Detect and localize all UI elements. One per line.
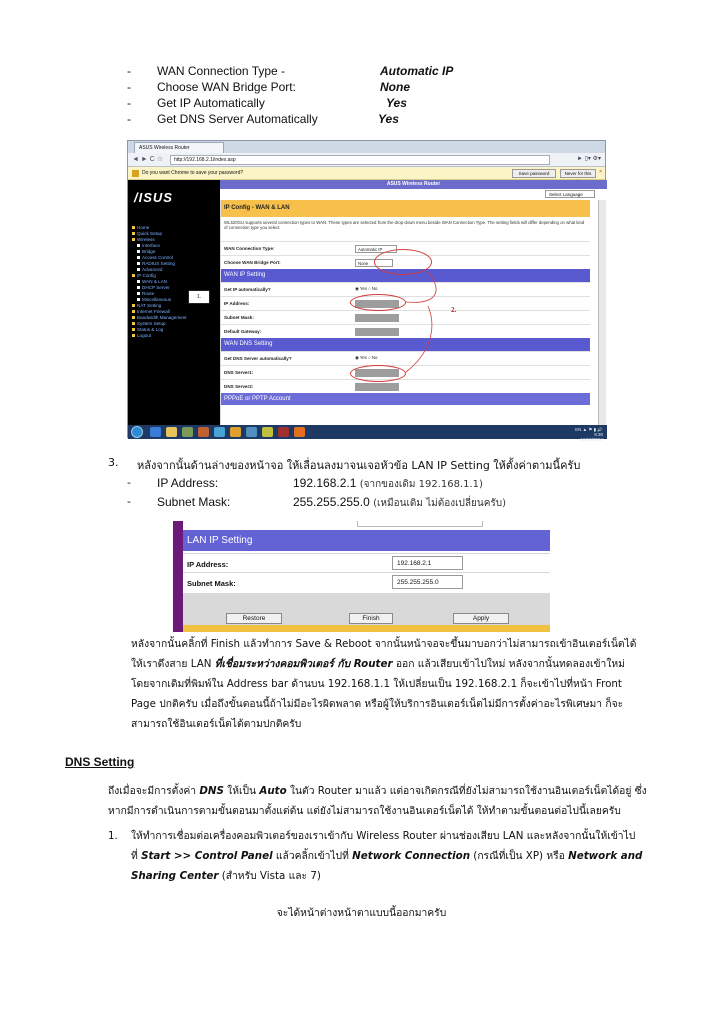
bullet-dash: -: [127, 80, 131, 94]
menu-subitem[interactable]: Miscellaneous: [132, 297, 218, 303]
dns-setting-heading: DNS Setting: [65, 755, 135, 769]
list-item: [127, 96, 527, 112]
settings-summary-list: [127, 64, 527, 128]
start-icon[interactable]: [131, 426, 143, 438]
chrome-icon[interactable]: [262, 427, 273, 437]
nav-buttons-icon[interactable]: ◄ ► C ☆: [132, 156, 164, 163]
setting-label: Get IP Automatically: [157, 96, 265, 110]
bullet-icon: [132, 238, 135, 241]
setting-label: Subnet Mask:: [157, 495, 231, 509]
gateway-input[interactable]: [355, 328, 399, 336]
finish-button[interactable]: Finish: [349, 613, 393, 624]
menu-item[interactable]: System Setup: [132, 321, 218, 327]
sidebar-edge: [173, 521, 183, 632]
key-icon: [132, 170, 139, 177]
menu-subitem[interactable]: Route: [132, 291, 218, 297]
never-save-button[interactable]: Never for this: [560, 169, 596, 178]
menu-subitem[interactable]: RADIUS Setting: [132, 261, 218, 267]
text-line: ถึงเมื่อจะมีการตั้งค่า DNS ให้เป็น Auto ในตัว Router มาแล้ว แต่อาจเกิดกรณีที่ยังไม่สามารถใช้งานอินเตอร์เน็ตได้อยู่ ซึ่ง: [108, 785, 647, 797]
setting-value: 192.168.2.1 (จากของเดิม 192.168.1.1): [293, 476, 483, 490]
bullet-icon: [132, 310, 135, 313]
field-label: IP Address:: [224, 301, 250, 306]
text-line: ให้เราดึงสาย LAN ที่เชื่อมระหว่างคอมพิวเตอร์ กับ Router ออก แล้วเสียบเข้าไปใหม่ หลังจากนั้นทดลองเข้าใหม่: [131, 658, 625, 670]
bullet-icon: [132, 274, 135, 277]
app-icon[interactable]: [230, 427, 241, 437]
wan-dns-section: WAN DNS Setting: [221, 338, 590, 351]
menu-subitem[interactable]: Bridge: [132, 249, 218, 255]
step-number: 1.: [108, 830, 118, 842]
tray-language[interactable]: EN: [575, 427, 582, 432]
browser-menu-icon[interactable]: ► ▯▾ ⚙▾: [577, 156, 601, 162]
menu-subitem[interactable]: Advanced: [132, 267, 218, 273]
menu-item[interactable]: Bandwidth Management: [132, 315, 218, 321]
annotation-label-2: 2.: [451, 306, 457, 314]
setting-value: None: [380, 80, 410, 94]
text-line: สามารถใช้อินเตอร์เน็ตได้ตามปกติครับ: [131, 718, 302, 730]
bridge-port-select[interactable]: None: [355, 259, 393, 267]
browser-tab-bar: [128, 141, 605, 153]
save-password-bar: [128, 167, 605, 180]
text-line: หลังจากนั้นคลิ้กที่ Finish แล้วทำการ Save & Reboot จากนั้นหน้าจอจะขึ้นมาบอกว่าไม่สามารถเข้าอินเตอร์เน็ตได้: [131, 638, 637, 650]
field-label: Subnet Mask:: [187, 579, 236, 588]
menu-subitem[interactable]: DHCP Server: [132, 285, 218, 291]
step-number: 3.: [108, 456, 119, 469]
bullet-dash: -: [127, 96, 131, 110]
menu-subitem[interactable]: Access Control: [132, 255, 218, 261]
ie-icon[interactable]: [150, 427, 161, 437]
text-line: หากมีการดำเนินการตามขั้นตอนมาตั้งแต่ต้น แต่ยังไม่สามารถใช้งานอินเตอร์เน็ตได้ ให้ทำตามขั้นตอนต่อไปนี้เลยครับ: [108, 805, 621, 817]
field-label: Get IP automatically?: [224, 287, 271, 292]
bullet-icon: [137, 244, 140, 247]
save-password-button[interactable]: Save password: [512, 169, 556, 178]
list-item: [127, 80, 527, 96]
setting-label: IP Address:: [157, 476, 219, 490]
folder-icon[interactable]: [166, 427, 177, 437]
menu-item[interactable]: Internet Firewall: [132, 309, 218, 315]
annotation-lines: [398, 270, 458, 380]
wan-ip-section: WAN IP Setting: [221, 269, 590, 282]
divider-band: [183, 593, 550, 607]
field-label: Choose WAN Bridge Port:: [224, 260, 281, 265]
step-text: หลังจากนั้นด้านล่างของหน้าจอ ให้เลื่อนลงมาจนเจอหัวข้อ LAN IP Setting ให้ตั้งค่าตามนี้ครับ: [137, 459, 581, 472]
setting-value: Automatic IP: [380, 64, 454, 78]
scrollbar[interactable]: [598, 200, 606, 425]
bullet-icon: [137, 262, 140, 265]
bullet-icon: [137, 286, 140, 289]
router-wan-screenshot: [127, 140, 606, 442]
menu-subitem[interactable]: Interface: [132, 243, 218, 249]
app-icon[interactable]: [294, 427, 305, 437]
form-row: [183, 572, 550, 591]
setting-value: Yes: [386, 96, 407, 110]
asus-logo: /ISUS: [134, 190, 173, 205]
setting-label: WAN Connection Type -: [157, 64, 286, 78]
page-description: WL520GU supports several connection types to WAN. These types are selected from the drop-down menu beside WAN Connection Type. The setting fields will differ depending on what kind of connection type you select.: [221, 217, 590, 241]
url-field[interactable]: http://192.168.2.1/index.asp: [170, 155, 550, 165]
bullet-icon: [132, 226, 135, 229]
get-dns-radio-group[interactable]: ◉ Yes ○ No: [355, 355, 378, 360]
list-item: [127, 476, 607, 495]
router-page: [128, 180, 607, 425]
text-line: ให้ทำการเชื่อมต่อเครื่องคอมพิวเตอร์ของเราเข้ากับ Wireless Router ผ่านช่องเสียบ LAN และหลังจากนั้นให้เข้าไป: [131, 830, 636, 842]
router-header: ASUS Wireless Router: [220, 180, 607, 189]
bullet-icon: [137, 256, 140, 259]
field-label: DNS Server1:: [224, 370, 254, 375]
list-item: [127, 495, 607, 514]
language-select[interactable]: Select Language: [545, 190, 595, 198]
lan-settings-list: [127, 476, 607, 514]
field-label: WAN Connection Type:: [224, 246, 275, 251]
tray-time: 8:30: [594, 432, 603, 437]
menu-item[interactable]: Status & Log: [132, 327, 218, 333]
bullet-icon: [137, 268, 140, 271]
apply-button[interactable]: Apply: [453, 613, 509, 624]
language-bar: [220, 189, 607, 200]
annotation-label-1: 1.: [188, 290, 210, 304]
page-title: IP Config - WAN & LAN: [221, 200, 590, 217]
lan-ip-screenshot: [173, 521, 550, 632]
bullet-dash: -: [127, 476, 131, 489]
text-line: ที่ Start >> Control Panel แล้วคลิ้กเข้าไปที่ Network Connection (กรณีที่เป็น XP) หรือ Network and: [131, 850, 643, 862]
app-icon[interactable]: [214, 427, 225, 437]
paragraph-dns-intro: [108, 781, 668, 821]
setting-label: Choose WAN Bridge Port:: [157, 80, 296, 94]
wan-type-select[interactable]: Automatic IP: [355, 245, 397, 253]
paragraph-finish-reboot: [131, 634, 665, 734]
form-row: [221, 379, 590, 393]
bullet-dash: -: [127, 112, 131, 126]
step-body: [131, 826, 666, 886]
close-icon[interactable]: ×: [599, 169, 602, 175]
menu-item[interactable]: NAT Setting: [132, 303, 218, 309]
windows-taskbar: [128, 425, 607, 442]
media-icon[interactable]: [182, 427, 193, 437]
closing-line: จะได้หน้าต่างหน้าตาแบบนี้ออกมาครับ: [276, 907, 447, 919]
menu-item[interactable]: Quick Setup: [132, 231, 218, 237]
router-menu: [132, 225, 218, 339]
bullet-icon: [137, 280, 140, 283]
text-line: Sharing Center (สำหรับ Vista และ 7): [131, 870, 321, 882]
bullet-icon: [132, 328, 135, 331]
app-icon[interactable]: [246, 427, 257, 437]
bullet-icon: [137, 250, 140, 253]
field-label: IP Address:: [187, 560, 229, 569]
menu-item[interactable]: Logout: [132, 333, 218, 339]
bullet-icon: [132, 334, 135, 337]
subnet-mask-input[interactable]: [355, 314, 399, 322]
bullet-icon: [137, 292, 140, 295]
restore-button[interactable]: Restore: [226, 613, 282, 624]
field-label: DNS Server2:: [224, 384, 254, 389]
app-icon[interactable]: [198, 427, 209, 437]
field-label: Default Gateway:: [224, 329, 262, 334]
pppoe-section: PPPoE or PPTP Account: [221, 393, 590, 405]
setting-value: 255.255.255.0 (เหมือนเดิม ไม่ต้องเปลี่ยนครับ): [293, 495, 507, 509]
footer-bar: [183, 625, 550, 632]
dns-server2-input[interactable]: [355, 383, 399, 391]
tray-date: 16/10/2554: [580, 437, 603, 442]
save-password-message: Do you want Chrome to save your password?: [142, 170, 244, 176]
bullet-icon: [132, 304, 135, 307]
bullet-icon: [132, 316, 135, 319]
menu-item[interactable]: Wireless: [132, 237, 218, 243]
menu-subitem[interactable]: WAN & LAN: [132, 279, 218, 285]
field-edge: [357, 521, 483, 527]
menu-item[interactable]: Home: [132, 225, 218, 231]
system-tray: EN ▲ ⚑ ▮ 🔊 8:30 16/10/2554: [575, 427, 603, 442]
text-line: Page ปกติครับ เมื่อถึงขั้นตอนนี้ถ้าไม่มีอะไรผิดพลาด หรือผู้ให้บริการอินเตอร์เน็ตไม่มีการตั้งค่าอะไรพิเศษมา ก็จะ: [131, 698, 624, 710]
bullet-dash: -: [127, 64, 131, 78]
form-row: [183, 553, 550, 572]
list-item: [127, 112, 527, 128]
bullet-dash: -: [127, 495, 131, 508]
bullet-icon: [137, 298, 140, 301]
setting-value: Yes: [378, 112, 399, 126]
field-label: Get DNS Server automatically?: [224, 356, 292, 361]
get-ip-radio-group[interactable]: ◉ Yes ○ No: [355, 286, 378, 291]
field-label: Subnet Mask:: [224, 315, 254, 320]
list-item: [127, 64, 527, 80]
bullet-icon: [132, 232, 135, 235]
text-line: โดยจากเดิมที่พิมพ์ใน Address bar ด้านบน 192.168.1.1 ให้เปลี่ยนเป็น 192.168.2.1 ก็จะเข้าไปที่หน้า Front: [131, 678, 622, 690]
browser-tab[interactable]: ASUS Wireless Router: [134, 142, 224, 153]
lan-ip-section-title: LAN IP Setting: [183, 530, 550, 551]
menu-item[interactable]: IP Config: [132, 273, 218, 279]
address-bar: [128, 153, 605, 167]
app-icon[interactable]: [278, 427, 289, 437]
lan-subnet-input[interactable]: 255.255.255.0: [392, 575, 463, 589]
setting-label: Get DNS Server Automatically: [157, 112, 318, 126]
lan-ip-input[interactable]: 192.168.2.1: [392, 556, 463, 570]
bullet-icon: [132, 322, 135, 325]
